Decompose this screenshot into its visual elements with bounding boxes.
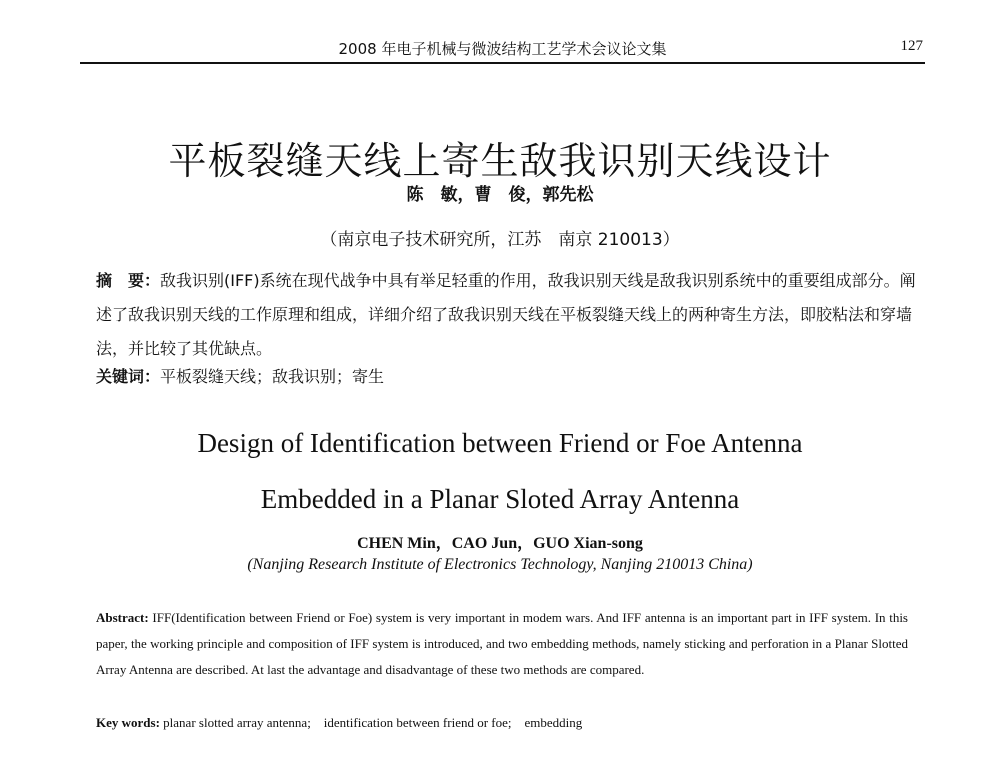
chinese-authors: 陈 敏，曹 俊，郭先松 — [406, 185, 594, 205]
english-keywords-label: Key words: — [96, 715, 160, 730]
english-abstract — [96, 605, 908, 683]
chinese-title: 平板裂缝天线上寄生敌我识别天线设计 — [168, 139, 832, 183]
chinese-keywords-text: 平板裂缝天线；敌我识别；寄生 — [160, 367, 385, 386]
english-keywords-text: planar slotted array antenna; identification between friend or foe; embedding — [159, 715, 583, 730]
english-keywords — [96, 712, 908, 731]
running-header — [80, 36, 925, 62]
english-abstract-label: Abstract: — [96, 610, 149, 625]
page-number: 127 — [900, 38, 923, 54]
english-title-line-2: Embedded in a Planar Sloted Array Antenna — [260, 484, 740, 514]
header-rule — [80, 62, 925, 64]
chinese-keywords — [96, 364, 916, 387]
chinese-abstract-text: 敌我识别(IFF)系统在现代战争中具有举足轻重的作用，敌我识别天线是敌我识别系统中的重要组成部分。阐述了敌我识别天线的工作原理和组成，详细介绍了敌我识别天线在平板裂缝天线上的两种寄生方法，即胶粘法和穿墙法，并比较了其优缺点。 — [96, 271, 916, 358]
proceedings-title: 2008 年电子机械与微波结构工艺学术会议论文集 — [338, 40, 667, 58]
chinese-keywords-label: 关键词： — [96, 367, 161, 386]
english-abstract-text: IFF(Identification between Friend or Foe) system is very important in modem wars. And IFF antenna is an important part in IFF system. In this paper, the working principle and composition of IFF system is introduced, and two embedding methods, namely sticking and perforation in a Planar Slotted Array Antenna are described. At last the advantage and disadvantage of these two methods are compared. — [96, 610, 908, 677]
english-title-line-1: Design of Identification between Friend or Foe Antenna — [197, 428, 803, 458]
english-authors: CHEN Min，CAO Jun，GUO Xian-song — [357, 535, 643, 552]
chinese-affiliation: （南京电子技术研究所，江苏 南京 210013） — [320, 230, 680, 250]
chinese-abstract — [96, 264, 916, 366]
english-affiliation: (Nanjing Research Institute of Electronics Technology, Nanjing 210013 China) — [247, 556, 753, 573]
chinese-abstract-label: 摘 要： — [96, 271, 161, 290]
